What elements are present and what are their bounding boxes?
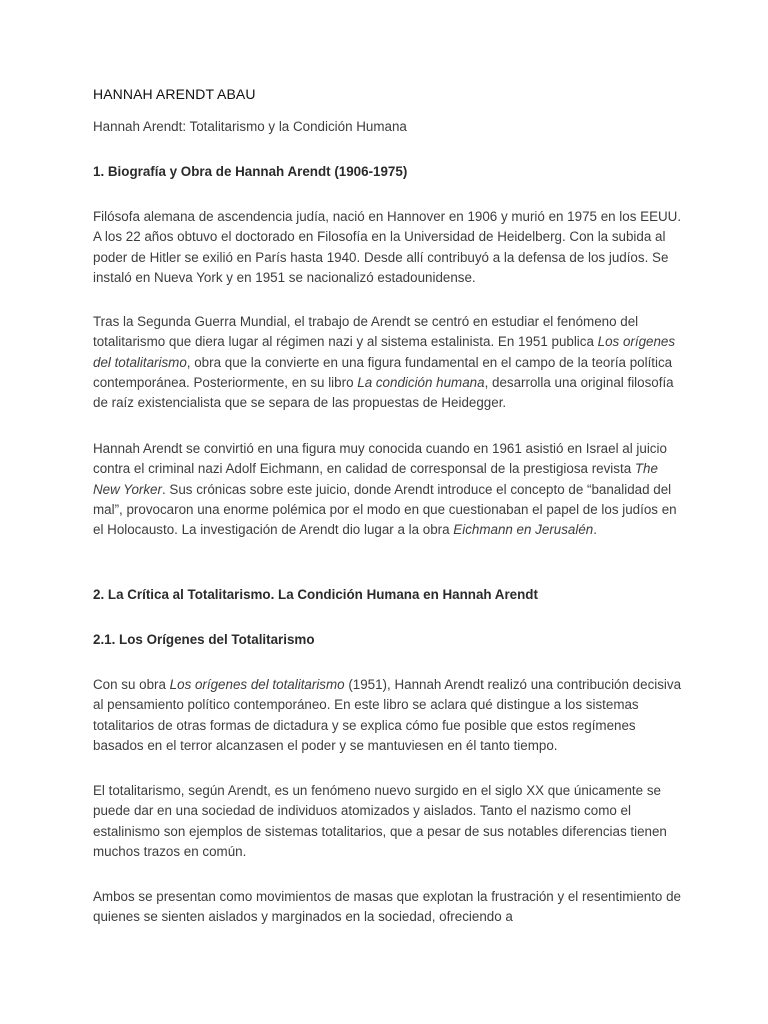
book-title: La condición humana [357,374,485,390]
paragraph-text: . Sus crónicas sobre este juicio, donde Arendt introduce el concepto de “banalidad del mal”, provocaron una enorme polémica por el modo en que cuestionaban el papel de los judíos en el Holocausto. La investigación de Arendt dio lugar a la obra [93,481,677,538]
paragraph-masses: Ambos se presentan como movimientos de masas que explotan la frustración y el resentimiento de quienes se sienten aislados y marginados en la sociedad, ofreciendo a [93,889,681,925]
paragraph-eichmann [93,439,683,540]
section-heading-2: 2. La Crítica al Totalitarismo. La Condición Humana en Hannah Arendt [93,587,538,602]
section-heading-2-1: 2.1. Los Orígenes del Totalitarismo [93,632,315,647]
paragraph-text: Hannah Arendt se convirtió en una figura muy conocida cuando en 1961 asistió en Israel al juicio contra el criminal nazi Adolf Eichmann, en calidad de corresponsal de la prestigiosa revista [93,441,667,477]
paragraph-work [93,312,683,413]
paragraph-text: (1951), Hannah Arendt realizó una contribución decisiva al pensamiento político contemporáneo. En este libro se aclara qué distingue a los sistemas totalitarios de otras formas de dictadura y se explica cómo fue posible que estos regímenes basados en el terror alcanzasen el poder y se mantuviesen en él tanto tiempo. [93,677,682,753]
paragraph-text: , obra que la convierte en una figura fundamental en el campo de la teoría política contemporánea. Posteriormente, en su libro [93,354,673,390]
paragraph-origins [93,675,683,756]
paragraph-text: Tras la Segunda Guerra Mundial, el trabajo de Arendt se centró en estudiar el fenómeno del totalitarismo que diera lugar al régimen nazi y al sistema estalinista. En 1951 publica [93,314,639,350]
book-title: Los orígenes del totalitarismo [93,334,676,370]
paragraph-text: . [593,522,597,538]
section-heading-1: 1. Biografía y Obra de Hannah Arendt (1906-1975) [93,164,408,179]
book-title: Eichmann en Jerusalén [453,522,594,538]
book-title: Los orígenes del totalitarismo [169,677,345,692]
paragraph-text: Con su obra [93,677,170,692]
paragraph-biography: Filósofa alemana de ascendencia judía, nació en Hannover en 1906 y murió en 1975 en los EEUU. A los 22 años obtuvo el doctorado en Filosofía en la Universidad de Heidelberg. Con la subida al poder de Hitler se exilió en París hasta 1940. Desde allí contribuyó a la defensa de los judíos. Se instaló en Nueva York y en 1951 se nacionalizó estadounidense. [93,209,682,285]
document-title: HANNAH ARENDT ABAU [93,86,256,102]
document-subtitle: Hannah Arendt: Totalitarismo y la Condición Humana [93,119,407,134]
paragraph-text: , desarrolla una original filosofía de raíz existencialista que se separa de las propuestas de Heidegger. [93,374,674,411]
magazine-title: The New Yorker [93,461,658,497]
paragraph-totalitarianism: El totalitarismo, según Arendt, es un fenómeno nuevo surgido en el siglo XX que únicamente se puede dar en una sociedad de individuos atomizados y aislados. Tanto el nazismo como el estalinismo son ejemplos de sistemas totalitarios, que a pesar de sus notables diferencias tienen muchos trazos en común. [93,783,667,859]
